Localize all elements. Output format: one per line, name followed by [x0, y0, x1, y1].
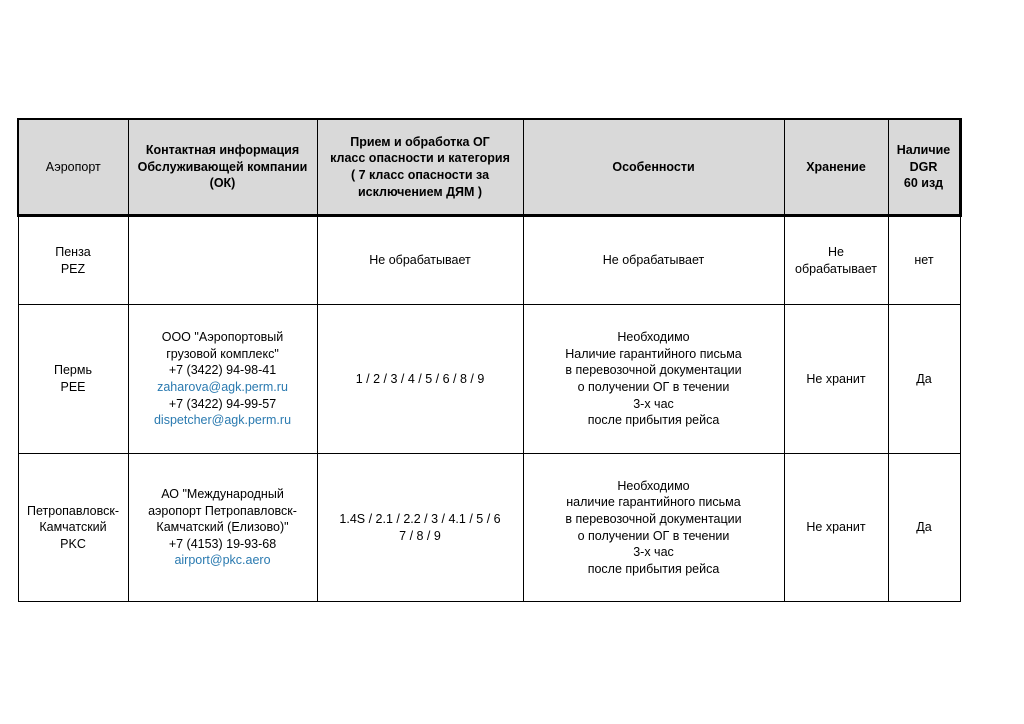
- cell-storage: Не обрабатывает: [784, 216, 888, 305]
- table-row: [18, 216, 960, 305]
- dangerous-goods-table-page: [17, 118, 959, 602]
- airport-dangerous-goods-table: [17, 118, 962, 602]
- cell-dg-classes: 1.4S / 2.1 / 2.2 / 3 / 4.1 / 5 / 6 7 / 8 / 9: [317, 454, 523, 602]
- header-storage: Хранение: [784, 119, 888, 216]
- table-header-row: [18, 119, 960, 216]
- header-airport: Аэропорт: [18, 119, 128, 216]
- cell-features: Необходимо наличие гарантийного письма в перевозочной документации о получении ОГ в течении 3-х час после прибытия рейса: [523, 454, 784, 602]
- header-dgr: Наличие DGR 60 изд: [888, 119, 960, 216]
- cell-storage: Не хранит: [784, 305, 888, 454]
- cell-features: Не обрабатывает: [523, 216, 784, 305]
- email-link[interactable]: zaharova@agk.perm.ru: [157, 380, 288, 394]
- header-dg-classes: Прием и обработка ОГ класс опасности и категория ( 7 класс опасности за исключением ДЯМ ): [317, 119, 523, 216]
- table-row: [18, 305, 960, 454]
- cell-dg-classes: 1 / 2 / 3 / 4 / 5 / 6 / 8 / 9: [317, 305, 523, 454]
- cell-airport: Пермь PEE: [18, 305, 128, 454]
- cell-contact: [128, 216, 317, 305]
- cell-contact: ООО "Аэропортовый грузовой комплекс" +7 (3422) 94-98-41 zaharova@agk.perm.ru +7 (3422) 94-99-57 dispetcher@agk.perm.ru: [128, 305, 317, 454]
- cell-contact: АО "Международный аэропорт Петропавловск- Камчатский (Елизово)" +7 (4153) 19-93-68 airport@pkc.aero: [128, 454, 317, 602]
- cell-airport: Петропавловск- Камчатский PKC: [18, 454, 128, 602]
- table-row: [18, 454, 960, 602]
- cell-dg-classes: Не обрабатывает: [317, 216, 523, 305]
- cell-features: Необходимо Наличие гарантийного письма в перевозочной документации о получении ОГ в течении 3-х час после прибытия рейса: [523, 305, 784, 454]
- cell-dgr: Да: [888, 454, 960, 602]
- email-link[interactable]: dispetcher@agk.perm.ru: [153, 413, 292, 428]
- cell-dgr: нет: [888, 216, 960, 305]
- header-features: Особенности: [523, 119, 784, 216]
- email-link[interactable]: airport@pkc.aero: [174, 553, 271, 568]
- cell-dgr: Да: [888, 305, 960, 454]
- header-contact-info: Контактная информация Обслуживающей компании (ОК): [128, 119, 317, 216]
- cell-airport: Пенза PEZ: [18, 216, 128, 305]
- cell-storage: Не хранит: [784, 454, 888, 602]
